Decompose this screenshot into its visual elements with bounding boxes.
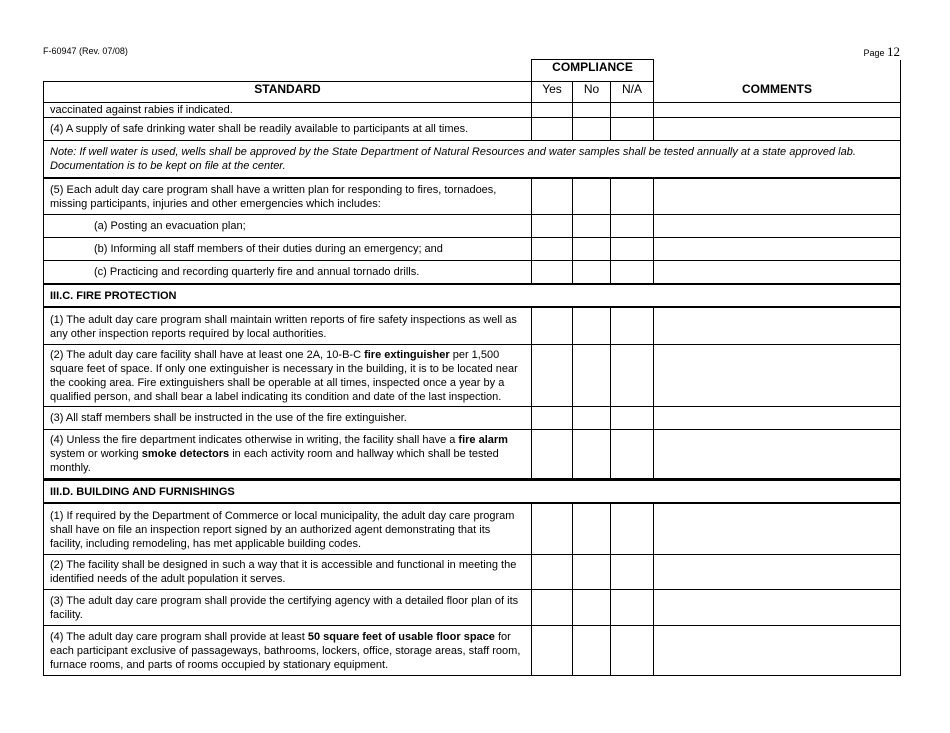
comment-box[interactable]: [654, 178, 901, 215]
yes-box[interactable]: [532, 503, 573, 555]
text-part: (4) Unless the fire department indicates otherwise in writing, the facility shall have a: [50, 434, 459, 446]
comment-box[interactable]: [654, 503, 901, 555]
na-box[interactable]: [611, 103, 654, 118]
table-row: [44, 103, 901, 118]
na-box[interactable]: [611, 215, 654, 238]
no-box[interactable]: [573, 430, 611, 480]
yes-box[interactable]: [532, 430, 573, 480]
note-text: Note: If well water is used, wells shall be approved by the State Department of Natural Resources and water samples shall be tested annually at a state approved lab. Documentation is to be kept on file at the center.: [44, 141, 901, 179]
comments-header-top: [654, 60, 901, 82]
text-part: for each participant exclusive of passageways, bathrooms, lockers, office, storage areas, staff room, furnace rooms, and parts of rooms occupied by stationary equipment.: [50, 631, 521, 671]
section-building-furnishings: [44, 480, 901, 504]
emphasis-text: 50 square feet of usable floor space: [307, 631, 495, 643]
section-heading: III.C. FIRE PROTECTION: [44, 284, 901, 307]
yes-box[interactable]: [532, 590, 573, 626]
standard-text: vaccinated against rabies if indicated.: [44, 103, 532, 118]
emphasis-text: smoke detectors: [141, 448, 230, 460]
yes-box[interactable]: [532, 118, 573, 141]
table-row: [44, 345, 901, 407]
no-box[interactable]: [573, 118, 611, 141]
form-id: F-60947 (Rev. 07/08): [43, 46, 128, 56]
emphasis-text: fire alarm: [458, 434, 508, 446]
table-row: [44, 590, 901, 626]
table-row: [44, 307, 901, 345]
na-box[interactable]: [611, 307, 654, 345]
no-box[interactable]: [573, 503, 611, 555]
yes-box[interactable]: [532, 178, 573, 215]
standard-text: (1) The adult day care program shall maintain written reports of fire safety inspections as well as any other inspection reports required by local authorities.: [44, 307, 532, 345]
table-row: [44, 215, 901, 238]
comments-header: COMMENTS: [654, 82, 901, 103]
standard-text: (4) A supply of safe drinking water shall be readily available to participants at all times.: [44, 118, 532, 141]
yes-box[interactable]: [532, 238, 573, 261]
comment-box[interactable]: [654, 407, 901, 430]
standard-text: [44, 626, 532, 676]
standard-header: STANDARD: [44, 82, 532, 103]
no-box[interactable]: [573, 407, 611, 430]
yes-box[interactable]: [532, 407, 573, 430]
no-box[interactable]: [573, 626, 611, 676]
section-heading: III.D. BUILDING AND FURNISHINGS: [44, 480, 901, 504]
text-part: (4) The adult day care program shall provide at least: [50, 631, 308, 643]
note-row: [44, 141, 901, 179]
comment-box[interactable]: [654, 430, 901, 480]
standard-text: (3) All staff members shall be instructed in the use of the fire extinguisher.: [44, 407, 532, 430]
comment-box[interactable]: [654, 590, 901, 626]
compliance-table: [43, 59, 901, 676]
standard-text: [44, 345, 532, 407]
standard-text: (1) If required by the Department of Commerce or local municipality, the adult day care program shall have on file an inspection report signed by an authorized agent demonstrating that its facility, including remodeling, has met applicable building codes.: [44, 503, 532, 555]
text-part: per 1,500 square feet of space. If only one extinguisher is necessary in the building, it is to be located near the cooking area. Fire extinguishers shall be operable at all times, inspected once a year by a qualified person, and shall bear a label indicating its condition and date of the last inspection.: [50, 349, 518, 403]
standard-text: (b) Informing all staff members of their duties during an emergency; and: [44, 238, 532, 261]
no-box[interactable]: [573, 215, 611, 238]
no-box[interactable]: [573, 555, 611, 590]
yes-box[interactable]: [532, 215, 573, 238]
yes-box[interactable]: [532, 103, 573, 118]
no-box[interactable]: [573, 103, 611, 118]
text-part: in each activity room and hallway which shall be tested monthly.: [50, 448, 499, 474]
comment-box[interactable]: [654, 103, 901, 118]
table-row: [44, 626, 901, 676]
no-header: No: [573, 82, 611, 103]
section-fire-protection: [44, 284, 901, 307]
text-part: system or working: [50, 448, 142, 460]
na-box[interactable]: [611, 503, 654, 555]
comment-box[interactable]: [654, 118, 901, 141]
na-box[interactable]: [611, 407, 654, 430]
table-row: [44, 407, 901, 430]
no-box[interactable]: [573, 345, 611, 407]
comment-box[interactable]: [654, 261, 901, 285]
yes-header: Yes: [532, 82, 573, 103]
comment-box[interactable]: [654, 238, 901, 261]
table-row: [44, 118, 901, 141]
header-blank: [44, 60, 532, 82]
no-box[interactable]: [573, 307, 611, 345]
yes-box[interactable]: [532, 307, 573, 345]
no-box[interactable]: [573, 178, 611, 215]
emphasis-text: fire extinguisher: [364, 349, 450, 361]
na-box[interactable]: [611, 261, 654, 285]
comment-box[interactable]: [654, 215, 901, 238]
na-box[interactable]: [611, 118, 654, 141]
standard-text: (5) Each adult day care program shall have a written plan for responding to fires, tornadoes, missing participants, injuries and other emergencies which includes:: [44, 178, 532, 215]
standard-text: (2) The facility shall be designed in such a way that it is accessible and functional in meeting the identified needs of the adult population it serves.: [44, 555, 532, 590]
yes-box[interactable]: [532, 345, 573, 407]
comment-box[interactable]: [654, 626, 901, 676]
yes-box[interactable]: [532, 626, 573, 676]
page-label: Page: [863, 48, 885, 58]
standard-text: (3) The adult day care program shall provide the certifying agency with a detailed floor plan of its facility.: [44, 590, 532, 626]
na-box[interactable]: [611, 178, 654, 215]
na-header: N/A: [611, 82, 654, 103]
comment-box[interactable]: [654, 345, 901, 407]
table-row: [44, 238, 901, 261]
standard-text: (a) Posting an evacuation plan;: [44, 215, 532, 238]
comment-box[interactable]: [654, 307, 901, 345]
no-box[interactable]: [573, 590, 611, 626]
na-box[interactable]: [611, 555, 654, 590]
page-number: [863, 44, 900, 60]
standard-text: [44, 430, 532, 480]
comment-box[interactable]: [654, 555, 901, 590]
compliance-header: COMPLIANCE: [532, 60, 654, 82]
na-box[interactable]: [611, 430, 654, 480]
standard-text: (c) Practicing and recording quarterly fire and annual tornado drills.: [44, 261, 532, 285]
table-row: [44, 261, 901, 285]
yes-box[interactable]: [532, 555, 573, 590]
table-row: [44, 503, 901, 555]
table-row: [44, 430, 901, 480]
no-box[interactable]: [573, 261, 611, 285]
yes-box[interactable]: [532, 261, 573, 285]
page-number-value: 12: [887, 44, 900, 59]
text-part: (2) The adult day care facility shall have at least one 2A, 10-B-C: [50, 349, 365, 361]
na-box[interactable]: [611, 345, 654, 407]
table-row: [44, 555, 901, 590]
na-box[interactable]: [611, 590, 654, 626]
no-box[interactable]: [573, 238, 611, 261]
na-box[interactable]: [611, 238, 654, 261]
na-box[interactable]: [611, 626, 654, 676]
table-row: [44, 178, 901, 215]
